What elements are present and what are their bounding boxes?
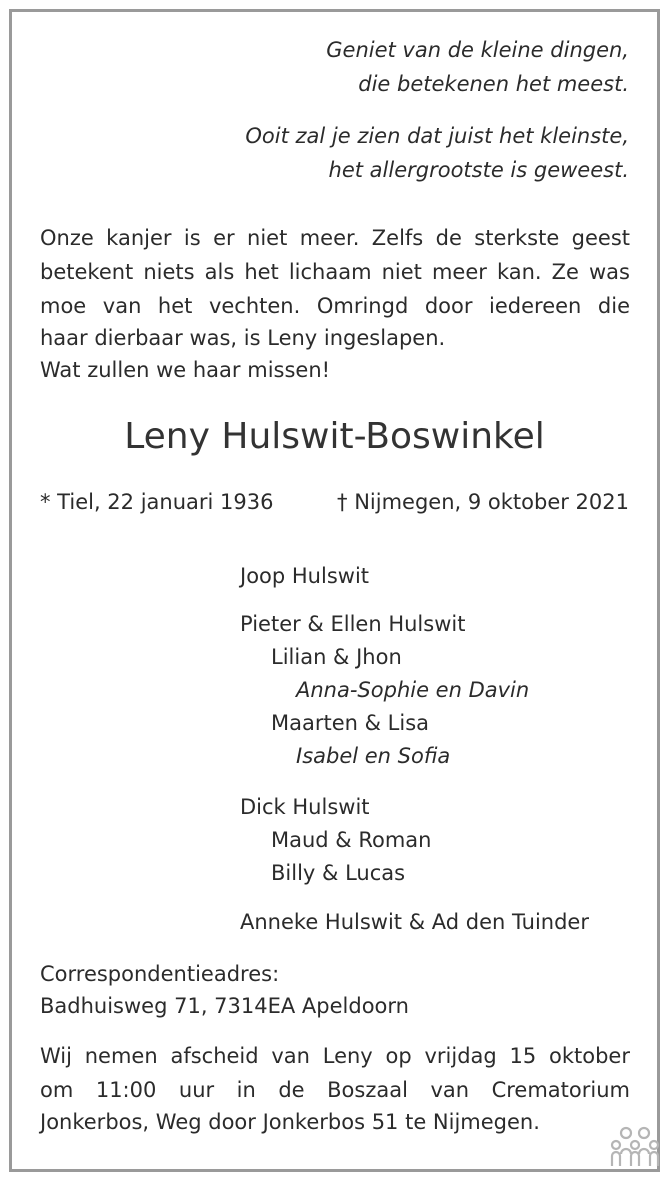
correspondence-address: Badhuisweg 71, 7314EA Apeldoorn: [40, 994, 409, 1018]
poem-line: Geniet van de kleine dingen,: [326, 38, 629, 62]
family-member: Maud & Roman: [271, 828, 432, 852]
poem-line: het allergrootste is geweest.: [328, 158, 629, 182]
family-member: Pieter & Ellen Hulswit: [240, 612, 466, 636]
birth-date: * Tiel, 22 januari 1936: [40, 490, 274, 514]
intro-line: Wat zullen we haar missen!: [40, 358, 331, 382]
family-member: Anna-Sophie en Davin: [296, 678, 530, 702]
family-member: Lilian & Jhon: [271, 645, 402, 669]
death-date: † Nijmegen, 9 oktober 2021: [337, 490, 629, 514]
family-member: Joop Hulswit: [240, 564, 370, 588]
family-member: Billy & Lucas: [271, 861, 406, 885]
family-member: Anneke Hulswit & Ad den Tuinder: [240, 910, 589, 934]
family-member: Maarten & Lisa: [271, 711, 430, 735]
farewell-line: Jonkerbos, Weg door Jonkerbos 51 te Nijmegen.: [40, 1110, 540, 1134]
farewell-line: om 11:00 uur in de Boszaal van Crematorium: [40, 1078, 630, 1102]
intro-line: moe van het vechten. Omringd door iedereen die: [40, 294, 630, 318]
intro-line: haar dierbaar was, is Leny ingeslapen.: [40, 326, 446, 350]
intro-line: Onze kanjer is er niet meer. Zelfs de sterkste geest: [40, 226, 630, 250]
correspondence-label: Correspondentieadres:: [40, 962, 280, 986]
poem-line: die betekenen het meest.: [358, 72, 629, 96]
family-member: Dick Hulswit: [240, 795, 370, 819]
deceased-name: Leny Hulswit-Boswinkel: [124, 416, 545, 457]
farewell-line: Wij nemen afscheid van Leny op vrijdag 15 oktober: [40, 1044, 630, 1068]
family-member: Isabel en Sofia: [296, 744, 451, 768]
poem-line: Ooit zal je zien dat juist het kleinste,: [245, 124, 629, 148]
family-logo-icon: [610, 1124, 660, 1168]
intro-line: betekent niets als het lichaam niet meer kan. Ze was: [40, 260, 630, 284]
